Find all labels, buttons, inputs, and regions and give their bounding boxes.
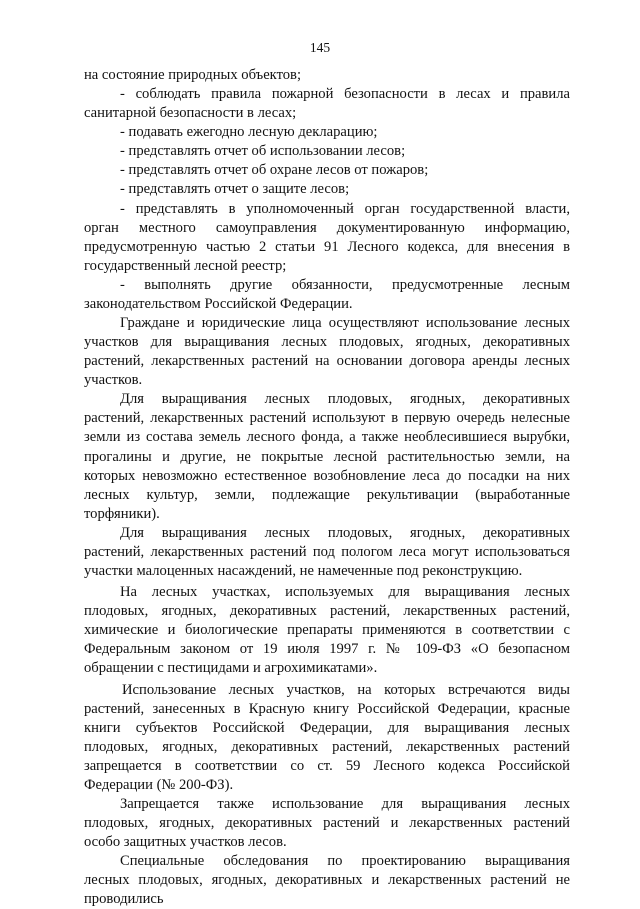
text-line: обращении с пестицидами и агрохимикатами». bbox=[84, 660, 378, 677]
text-line: книги субъектов Российской Федерации, для выращивания лесных bbox=[84, 719, 570, 736]
text-line: растений, лекарственных растений под пологом леса могут использоваться bbox=[84, 543, 570, 560]
text-line: лесных культур, земли, подлежащие рекультивации (выработанные bbox=[84, 486, 570, 503]
text-line: химические и биологические препараты применяются в соответствии с bbox=[84, 622, 570, 639]
text-line: санитарной безопасности в лесах; bbox=[84, 105, 297, 122]
text-line: Для выращивания лесных плодовых, ягодных, декоративных bbox=[120, 391, 570, 408]
paragraph bbox=[84, 795, 570, 852]
text-line: орган местного самоуправления документированную информацию, bbox=[84, 219, 570, 236]
text-line: Запрещается также использование для выращивания лесных bbox=[120, 795, 570, 812]
text-line: которых невозможно естественное возобновление леса до посадки на них bbox=[84, 467, 570, 484]
bullet-item bbox=[84, 123, 570, 142]
document-body bbox=[84, 66, 570, 909]
text-line: предусмотренную частью 2 статьи 91 Лесного кодекса, для внесения в bbox=[84, 238, 570, 255]
bullet-item bbox=[84, 142, 570, 161]
bullet-item bbox=[84, 276, 570, 314]
text-line: Граждане и юридические лица осуществляют использование лесных bbox=[120, 315, 570, 332]
bullet-item bbox=[84, 85, 570, 123]
paragraph bbox=[84, 524, 570, 581]
text-line: - представлять в уполномоченный орган государственной власти, bbox=[120, 200, 570, 217]
text-line: - представлять отчет об охране лесов от пожаров; bbox=[120, 162, 429, 179]
text-line: участки малоценных насаждений, не намеченные под реконструкцию. bbox=[84, 563, 523, 580]
text-line: Использование лесных участков, на которых встречаются виды bbox=[122, 681, 570, 698]
text-line: государственный лесной реестр; bbox=[84, 257, 287, 274]
bullet-item bbox=[84, 200, 570, 276]
text-line: - представлять отчет об использовании лесов; bbox=[120, 143, 406, 160]
text-line: проводились bbox=[84, 891, 164, 908]
paragraph bbox=[84, 314, 570, 390]
text-line: - подавать ежегодно лесную декларацию; bbox=[120, 124, 378, 141]
text-line: Федерации (№ 200-ФЗ). bbox=[84, 776, 234, 793]
paragraph bbox=[84, 681, 570, 795]
paragraph bbox=[84, 583, 570, 678]
text-line: На лесных участках, используемых для выращивания лесных bbox=[120, 584, 570, 601]
text-line: земли из состава земель лесного фонда, а также необлесившиеся вырубки, bbox=[84, 429, 570, 446]
page-number: 145 bbox=[309, 40, 331, 55]
paragraph bbox=[84, 66, 570, 85]
text-line: Специальные обследования по проектированию выращивания bbox=[120, 853, 570, 870]
text-line: плодовых, ягодных, декоративных растений, лекарственных растений bbox=[84, 738, 570, 755]
text-line: запрещается в соответствии со ст. 59 Лесного кодекса Российской bbox=[84, 757, 570, 774]
text-line: торфяники). bbox=[84, 505, 160, 522]
paragraph bbox=[84, 390, 570, 524]
text-line: участков. bbox=[84, 372, 143, 389]
bullet-item bbox=[84, 180, 570, 199]
text-line: плодовых, ягодных, декоративных растений, лекарственных растений, bbox=[84, 603, 570, 620]
text-line: - представлять отчет о защите лесов; bbox=[120, 181, 350, 198]
text-line: - соблюдать правила пожарной безопасности в лесах и правила bbox=[120, 86, 570, 103]
text-line: плодовых, ягодных, декоративных растений и лекарственных растений bbox=[84, 815, 570, 832]
text-line: растений, лекарственных растений используют в первую очередь нелесные bbox=[84, 410, 570, 427]
text-line: законодательством Российской Федерации. bbox=[84, 295, 353, 312]
text-line: участков для выращивания лесных плодовых, ягодных, декоративных bbox=[84, 334, 570, 351]
text-line: - выполнять другие обязанности, предусмотренные лесным bbox=[120, 276, 570, 293]
text-line: растений, лекарственных растений на основании договора аренды лесных bbox=[84, 353, 570, 370]
text-line: прогалины и другие, не покрытые лесной растительностью земли, на bbox=[84, 448, 570, 465]
text-line: на состояние природных объектов; bbox=[84, 67, 301, 83]
text-line: Федеральным законом от 19 июля 1997 г. № 109-ФЗ «О безопасном bbox=[84, 641, 570, 658]
text-line: лесных плодовых, ягодных, декоративных и лекарственных растений не bbox=[84, 872, 570, 889]
bullet-item bbox=[84, 161, 570, 180]
text-line: Для выращивания лесных плодовых, ягодных, декоративных bbox=[120, 524, 570, 541]
text-line: особо защитных участков лесов. bbox=[84, 834, 287, 851]
text-line: растений, занесенных в Красную книгу Российской Федерации, красные bbox=[84, 700, 570, 717]
paragraph bbox=[84, 852, 570, 909]
